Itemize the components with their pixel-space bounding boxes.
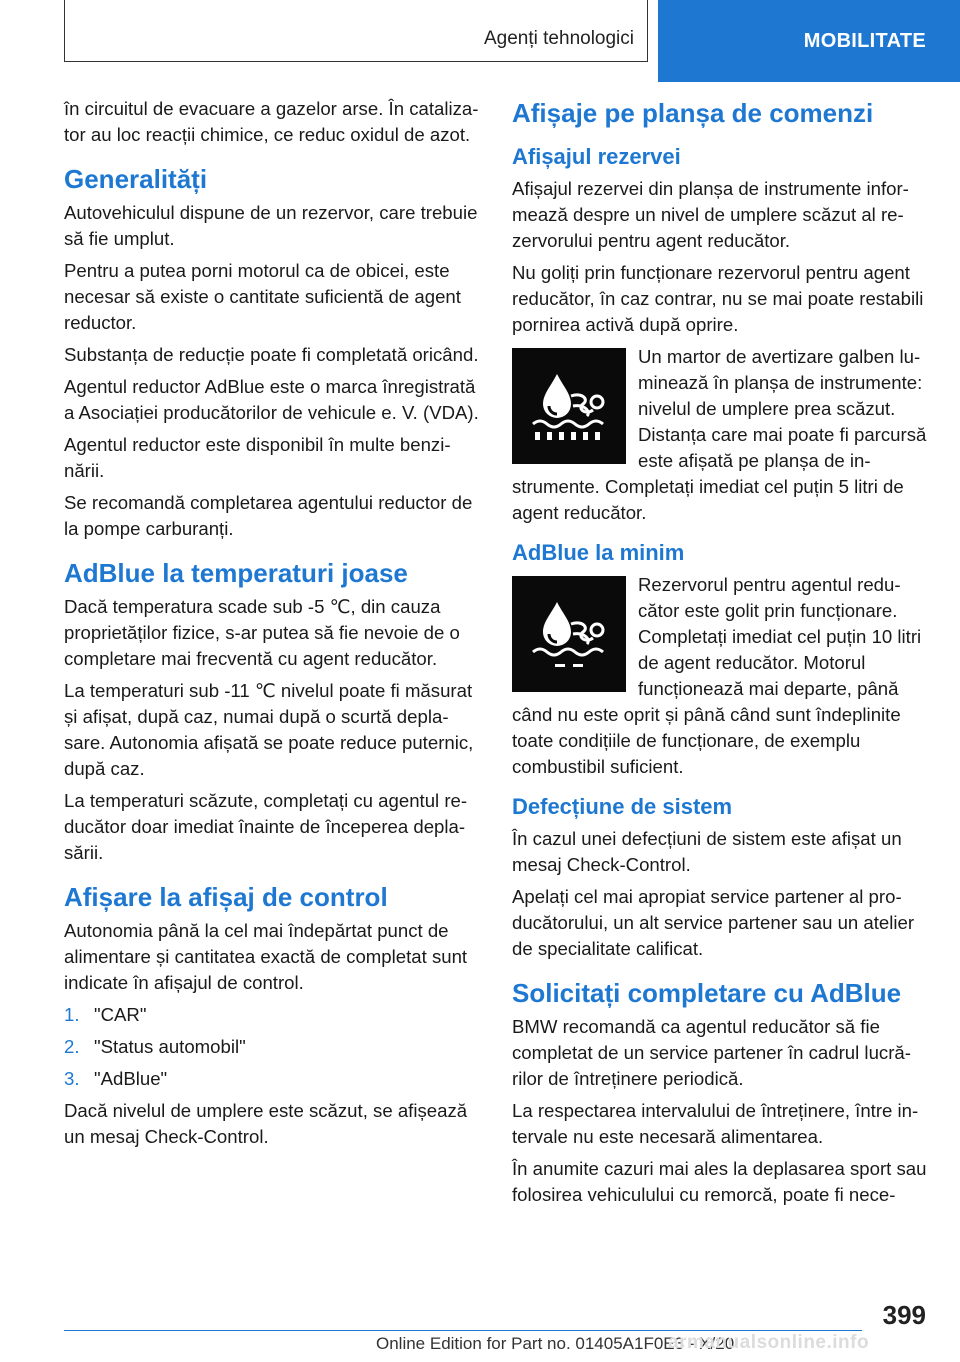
left-column [64, 96, 480, 1156]
general-p4: Agentul reductor AdBlue este o marca înregistrată a Asociației producătorilor de vehicule e. V. (VDA). [64, 376, 479, 423]
display-p1: Autonomia până la cel mai îndepărtat punct de alimentare și cantitatea exactă de completat sunt indicate în afișajul de control. [64, 920, 468, 993]
steps-list [64, 1002, 480, 1092]
general-p2: Pentru a putea porni motorul ca de obicei, este necesar să existe o cantitate suficientă de agent reductor. [64, 260, 461, 333]
minimum-warning-block [512, 572, 928, 780]
right-column [512, 96, 928, 1214]
chapter-tab [658, 0, 960, 82]
step-number: 3. [64, 1068, 80, 1089]
heading-defect: Defecțiune de sistem [512, 794, 733, 819]
heading-low-temp: AdBlue la temperaturi joase [64, 558, 408, 588]
defect-p1: În cazul unei defecțiuni de sistem este afișat un mesaj Check-Control. [512, 828, 902, 875]
list-item [64, 1002, 480, 1028]
minimum-p1: Rezervorul pentru agentul reducător este golit prin funcționare. Completați imediat cel puțin 10 litri de agent reducător. Motorul funcționează mai departe, până când nu este oprit și până când sunt îndeplinite toate condițiile de funcționare, de exemplu combustibil suficient. [512, 574, 922, 777]
general-p1: Autovehiculul dispune de un rezervor, care trebuie să fie umplut. [64, 202, 478, 249]
step-number: 1. [64, 1004, 80, 1025]
request-p3: În anumite cazuri mai ales la deplasarea sport sau folosirea vehiculului cu remorcă, poate fi nece- [512, 1158, 927, 1205]
request-p2: La respectarea intervalului de întreținere, între intervale nu este necesară alimentarea. [512, 1100, 919, 1147]
heading-displays: Afișaje pe planșa de comenzi [512, 98, 874, 128]
heading-display: Afișare la afișaj de control [64, 882, 388, 912]
intro-paragraph: în circuitul de evacuare a gazelor arse. În catalizator au loc reacții chimice, ce reduc oxidul de azot. [64, 98, 479, 145]
reserve-warning-block [512, 344, 928, 526]
reserve-p3: Un martor de avertizare galben luminează în planșa de instrumente: nivelul de umplere prea scăzut. Distanța care mai poate fi parcursă este afișată pe planșa de instrumente. Completați imediat cel puțin 5 litri de agent reducător. [512, 346, 927, 523]
low-temp-p3: La temperaturi scăzute, completați cu agentul reducător doar imediat înainte de începerea deplasării. [64, 790, 468, 863]
low-temp-p1: Dacă temperatura scade sub -5 ℃, din cauza proprietăților fizice, s-ar putea să fie nevoie de o completare mai frecventă cu agent reducător. [64, 596, 460, 669]
footer-divider [64, 1330, 862, 1331]
page-header [0, 0, 960, 66]
edition-note: Online Edition for Part no. 01405A1F0E3 - X/20 [376, 1334, 735, 1353]
reserve-p2: Nu goliți prin funcționare rezervorul pentru agent reducător, în caz contrar, nu se mai poate restabili pornirea activă după oprire. [512, 262, 924, 335]
adblue-empty-icon [512, 576, 626, 692]
defect-p2: Apelați cel mai apropiat service partener al producătorului, un alt service partener sau un atelier de specialitate calificat. [512, 886, 915, 959]
watermark: armanualsonline.info [668, 1332, 870, 1353]
heading-request: Solicitați completare cu AdBlue [512, 978, 902, 1008]
display-p2: Dacă nivelul de umplere este scăzut, se afișează un mesaj Check-Control. [64, 1100, 468, 1147]
step-text: "CAR" [94, 1004, 147, 1025]
heading-reserve: Afișajul rezervei [512, 144, 681, 169]
list-item [64, 1066, 480, 1092]
section-title: Agenți tehnologici [484, 28, 634, 49]
page-number: 399 [882, 1300, 926, 1330]
general-p3: Substanța de reducție poate fi completată oricând. [64, 344, 479, 365]
step-text: "AdBlue" [94, 1068, 168, 1089]
reserve-p1: Afișajul rezervei din planșa de instrumente informează despre un nivel de umplere scăzut al rezervorului pentru agent reducător. [512, 178, 909, 251]
adblue-warning-icon [512, 348, 626, 464]
request-p1: BMW recomandă ca agentul reducător să fie completat de un service partener în cadrul lucrărilor de întreținere periodică. [512, 1016, 911, 1089]
list-item [64, 1034, 480, 1060]
chapter-label: MOBILITATE [803, 30, 926, 52]
heading-minimum: AdBlue la minim [512, 540, 685, 565]
general-p5: Agentul reductor este disponibil în multe benzinării. [64, 434, 451, 481]
heading-general: Generalități [64, 164, 208, 194]
step-number: 2. [64, 1036, 80, 1057]
low-temp-p2: La temperaturi sub -11 ℃ nivelul poate fi măsurat și afișat, după caz, numai după o scurtă deplasare. Autonomia afișată se poate reduce puternic, după caz. [64, 680, 474, 779]
step-text: "Status automobil" [94, 1036, 246, 1057]
general-p6: Se recomandă completarea agentului reductor de la pompe carburanți. [64, 492, 473, 539]
